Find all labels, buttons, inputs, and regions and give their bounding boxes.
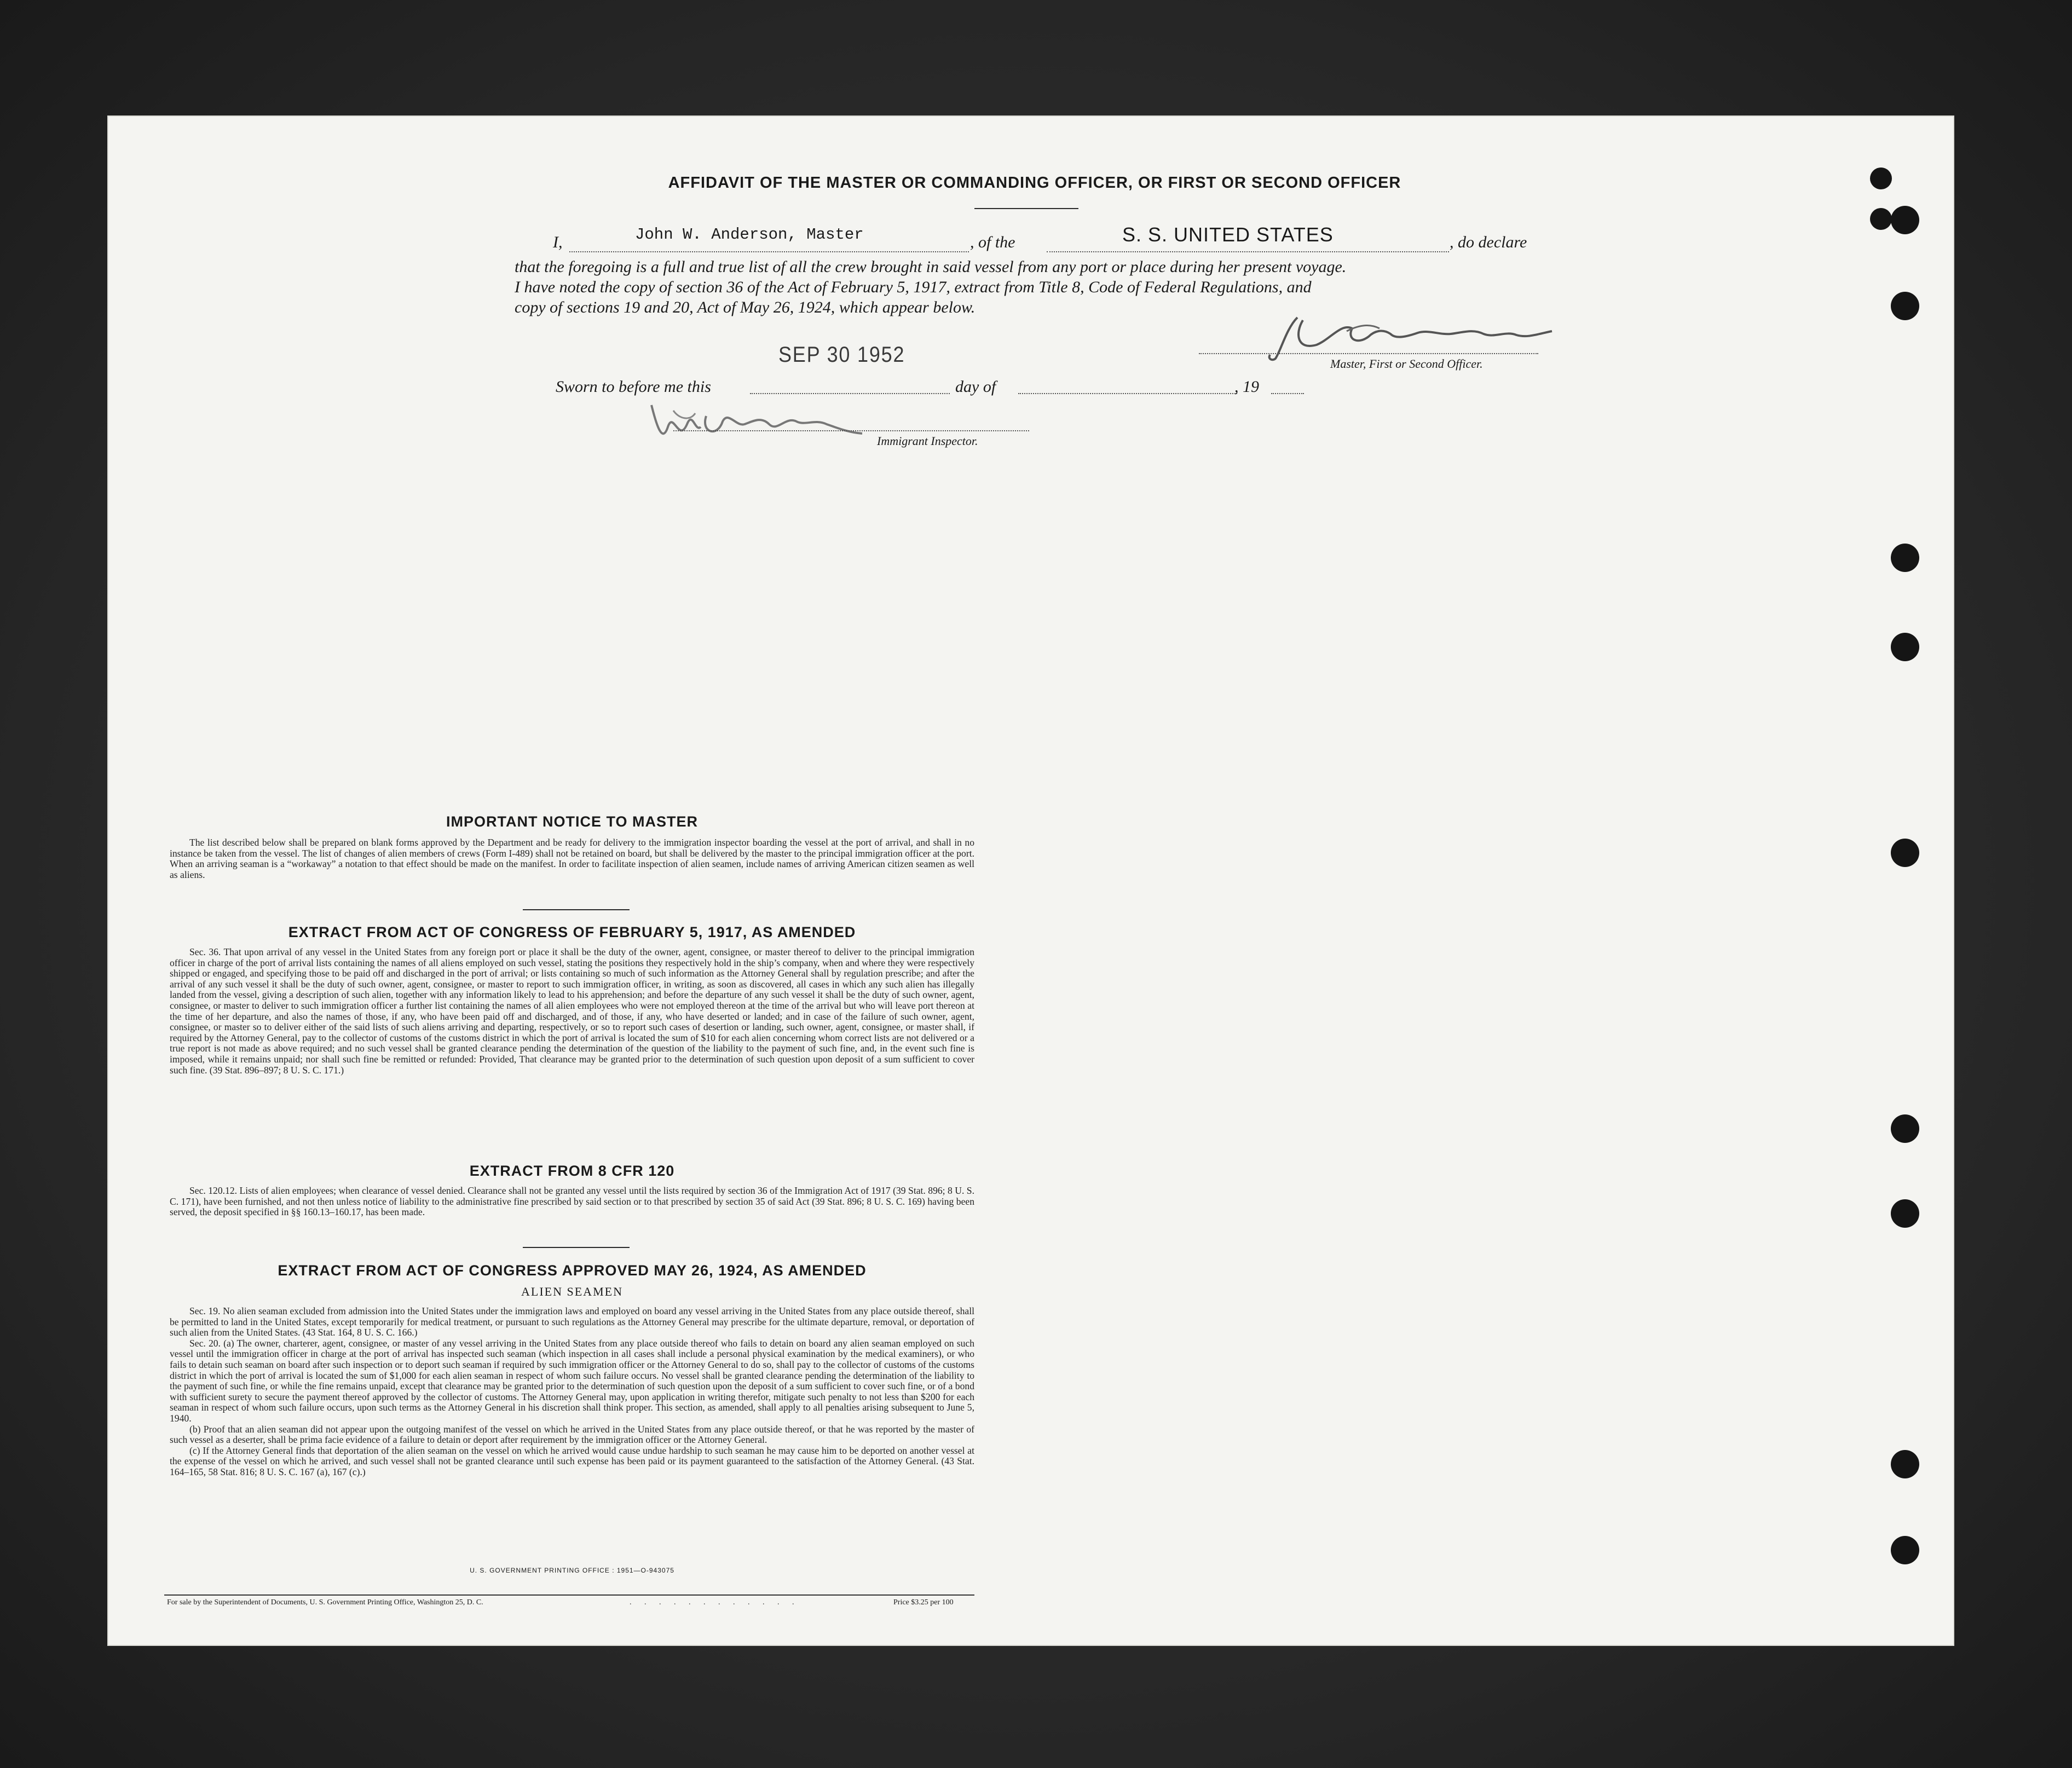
i-label: I,: [553, 233, 563, 251]
punch-hole: [1870, 167, 1892, 189]
master-name: John W. Anderson, Master: [635, 226, 864, 244]
notice-text: [170, 837, 974, 880]
name-line: [569, 251, 969, 252]
extract-1924-heading: EXTRACT FROM ACT OF CONGRESS APPROVED MAY 26, 1924, AS AMENDED: [278, 1262, 867, 1279]
sworn-year-line: [1271, 393, 1304, 394]
footer-rule: [164, 1594, 974, 1596]
declaration-line-2: I have noted the copy of section 36 of the Act of February 5, 1917, extract from Title 8, Code of Federal Regulations, and: [515, 278, 1312, 296]
punch-hole: [1891, 1450, 1919, 1478]
vessel-line: [1047, 251, 1449, 252]
vessel-name: S. S. UNITED STATES: [1122, 223, 1334, 246]
do-declare-label: , do declare: [1450, 233, 1527, 251]
extract-1924-text: [170, 1306, 974, 1478]
year-prefix: , 19: [1234, 378, 1259, 396]
extract-1924-subheading: ALIEN SEAMEN: [521, 1285, 623, 1298]
section-divider: [523, 1247, 630, 1248]
sec-20a-paragraph: Sec. 20. (a) The owner, charterer, agent, consignee, or master of any vessel arriving in the United States from any place outside thereof who fails to detain on board any alien seaman employed on such vessel until the immigration officer in charge at the port of arrival has inspected such seaman (which inspection in all cases shall include a personal physical examination by the medical examiners), or who fails to detain such seaman on board after such inspection or to deport such seaman if required by such immigration officer or the Attorney General to do so, shall pay to the collector of customs of the customs district in which the port of arrival is located the sum of $1,000 for each alien seaman in respect of whom such failure occurs. No vessel shall be granted clearance pending the determination of the liability to the payment of such fine, or while the fine remains unpaid, except that clearance may be granted prior to the determination of such question upon the deposit of a sum sufficient to cover such fine, or of a bond with sufficient surety to secure the payment thereof approved by the collector of customs. The Attorney General may, upon application in writing therefor, mitigate such penalty to not less than $200 for each seaman in respect of whom such failure occurs, upon such terms as the Attorney General in his discretion shall think proper. This section, as amended, shall apply to all penalties arising subsequent to June 5, 1940.: [170, 1337, 974, 1424]
sec-20b-paragraph: (b) Proof that an alien seaman did not appear upon the outgoing manifest of the vessel on which he arrived in the United States from any place outside thereof, or that he was reported by the master of such vessel as a deserter, shall be prima facie evidence of a failure to detain or deport after requirement by the immigration officer or the Attorney General.: [170, 1423, 974, 1446]
extract-cfr-text: [170, 1186, 974, 1218]
extract-1917-text: [170, 947, 974, 1076]
notice-heading: IMPORTANT NOTICE TO MASTER: [446, 813, 698, 830]
section-divider: [523, 909, 630, 910]
notice-paragraph: The list described below shall be prepared on blank forms approved by the Department and be ready for delivery to the immigration inspector boarding the vessel at the port of arrival, and shall in no instance be taken from the vessel. The list of changes of alien members of crews (Form I-489) shall not be retained on board, but shall be delivered by the master to the principal immigration officer at the port. When an arriving seaman is a “workaway” a notation to that effect should be made on the manifest. In order to facilitate inspection of alien seamen, include names of arriving American citizen seamen as well as aliens.: [170, 837, 974, 880]
extract-cfr-heading: EXTRACT FROM 8 CFR 120: [469, 1163, 675, 1179]
date-stamp: SEP 30 1952: [778, 343, 905, 367]
extract-1917-paragraph: Sec. 36. That upon arrival of any vessel in the United States from any foreign port or place it shall be the duty of the owner, agent, consignee, or master thereof to deliver to the principal immigration officer in charge of the port of arrival lists containing the names of all aliens employed on such vessel, stating the positions they respectively hold in the ship’s company, when and where they were respectively shipped or engaged, and specifying those to be paid off and discharged in the port of arrival; or lists containing so much of such information as the Attorney General shall by regulation prescribe; and after the arrival of any such vessel it shall be the duty of such owner, agent, consignee, or master to report to such immigration officer, in writing, as soon as discovered, all cases in which any such alien has illegally landed from the vessel, giving a description of such alien, together with any information likely to lead to his apprehension; and before the departure of any such vessel it shall be the duty of such owner, agent, consignee, or master to deliver to such immigration officer a further list containing the names of all alien employees who were not employed thereon at the time of the arrival but who will leave port thereon at the time of her departure, and also the names of those, if any, who have been paid off and discharged, and of those, if any, who have deserted or landed; and in case of the failure of such owner, agent, consignee, or master so to deliver either of the said lists of such aliens arriving and departing, respectively, or so to report such cases of desertion or landing, such owner, agent, consignee, or master shall, if required by the Attorney General, pay to the collector of customs of the customs district in which the port of arrival is located the sum of $10 for each alien concerning whom correct lists are not delivered or a true report is not made as above required; and no such vessel shall be granted clearance pending the determination of the question of the liability to the payment of such fine, and, in the event such fine is imposed, while it remains unpaid; nor shall such fine be remitted or refunded: Provided, That clearance may be granted prior to the determination of such question upon deposit of a sum sufficient to cover such fine. (39 Stat. 896–897; 8 U. S. C. 171.): [170, 946, 974, 1076]
master-caption: Master, First or Second Officer.: [1330, 357, 1483, 371]
declaration-line-3: copy of sections 19 and 20, Act of May 26, 1924, which appear below.: [515, 298, 976, 316]
sec-19-paragraph: Sec. 19. No alien seaman excluded from admission into the United States under the immigration laws and employed on board any vessel arriving in the United States from any place outside thereof, shall be permitted to land in the United States, except temporarily for medical treatment, or pursuant to such regulations as the Attorney General may prescribe for the ultimate departure, removal, or deportation of such alien from the United States. (43 Stat. 164, 8 U. S. C. 166.): [170, 1305, 974, 1338]
sec-20c-paragraph: (c) If the Attorney General finds that deportation of the alien seaman on the vessel on which he arrived would cause undue hardship to such seaman he may cause him to be deported on another vessel at the expense of the vessel on which he arrived, and such vessel shall not be granted clearance until such expense has been paid or its payment guaranteed to the satisfaction of the Attorney General. (43 Stat. 164–165, 58 Stat. 816; 8 U. S. C. 167 (a), 167 (c).): [170, 1445, 974, 1477]
punch-hole: [1891, 633, 1919, 661]
punch-hole: [1891, 292, 1919, 320]
for-sale-note: For sale by the Superintendent of Documents, U. S. Government Printing Office, Washington 25, D. C.: [167, 1598, 483, 1607]
punch-hole: [1891, 1114, 1919, 1143]
punch-hole: [1891, 544, 1919, 572]
punch-hole: [1891, 1536, 1919, 1564]
sworn-month-line: [1018, 393, 1237, 394]
title-divider: [974, 208, 1078, 209]
day-of-label: day of: [955, 378, 996, 396]
punch-hole: [1870, 208, 1892, 230]
sworn-label: Sworn to before me this: [556, 378, 711, 396]
gpo-imprint: U. S. GOVERNMENT PRINTING OFFICE : 1951—O-943075: [470, 1567, 674, 1574]
inspector-signature-line: [673, 430, 1029, 431]
punch-hole: [1891, 839, 1919, 867]
price-note: Price $3.25 per 100: [893, 1598, 954, 1607]
affidavit-title: AFFIDAVIT OF THE MASTER OR COMMANDING OFFICER, OR FIRST OR SECOND OFFICER: [668, 174, 1401, 192]
footer-leader-dots: . . . . . . . . . . . .: [630, 1598, 800, 1607]
inspector-caption: Immigrant Inspector.: [877, 434, 978, 448]
inspector-signature: [640, 394, 870, 460]
extract-1917-heading: EXTRACT FROM ACT OF CONGRESS OF FEBRUARY 5, 1917, AS AMENDED: [288, 924, 856, 940]
declaration-line-1: that the foregoing is a full and true list of all the crew brought in said vessel from any port or place during her present voyage.: [515, 258, 1347, 276]
extract-cfr-paragraph: Sec. 120.12. Lists of alien employees; when clearance of vessel denied. Clearance shall not be granted any vessel until the lists required by section 36 of the Immigration Act of 1917 (39 Stat. 896; 8 U. S. C. 171), have been furnished, and not then unless notice of liability to the administrative fine prescribed by said section or to that prescribed by section 35 of said Act (39 Stat. 896; 8 U. S. C. 169) having been served, the deposit specified in §§ 160.13–160.17, has been made.: [170, 1185, 974, 1218]
punch-hole: [1891, 206, 1919, 234]
of-the-label: , of the: [970, 233, 1015, 251]
master-signature-line: [1199, 353, 1538, 354]
punch-hole: [1891, 1199, 1919, 1228]
